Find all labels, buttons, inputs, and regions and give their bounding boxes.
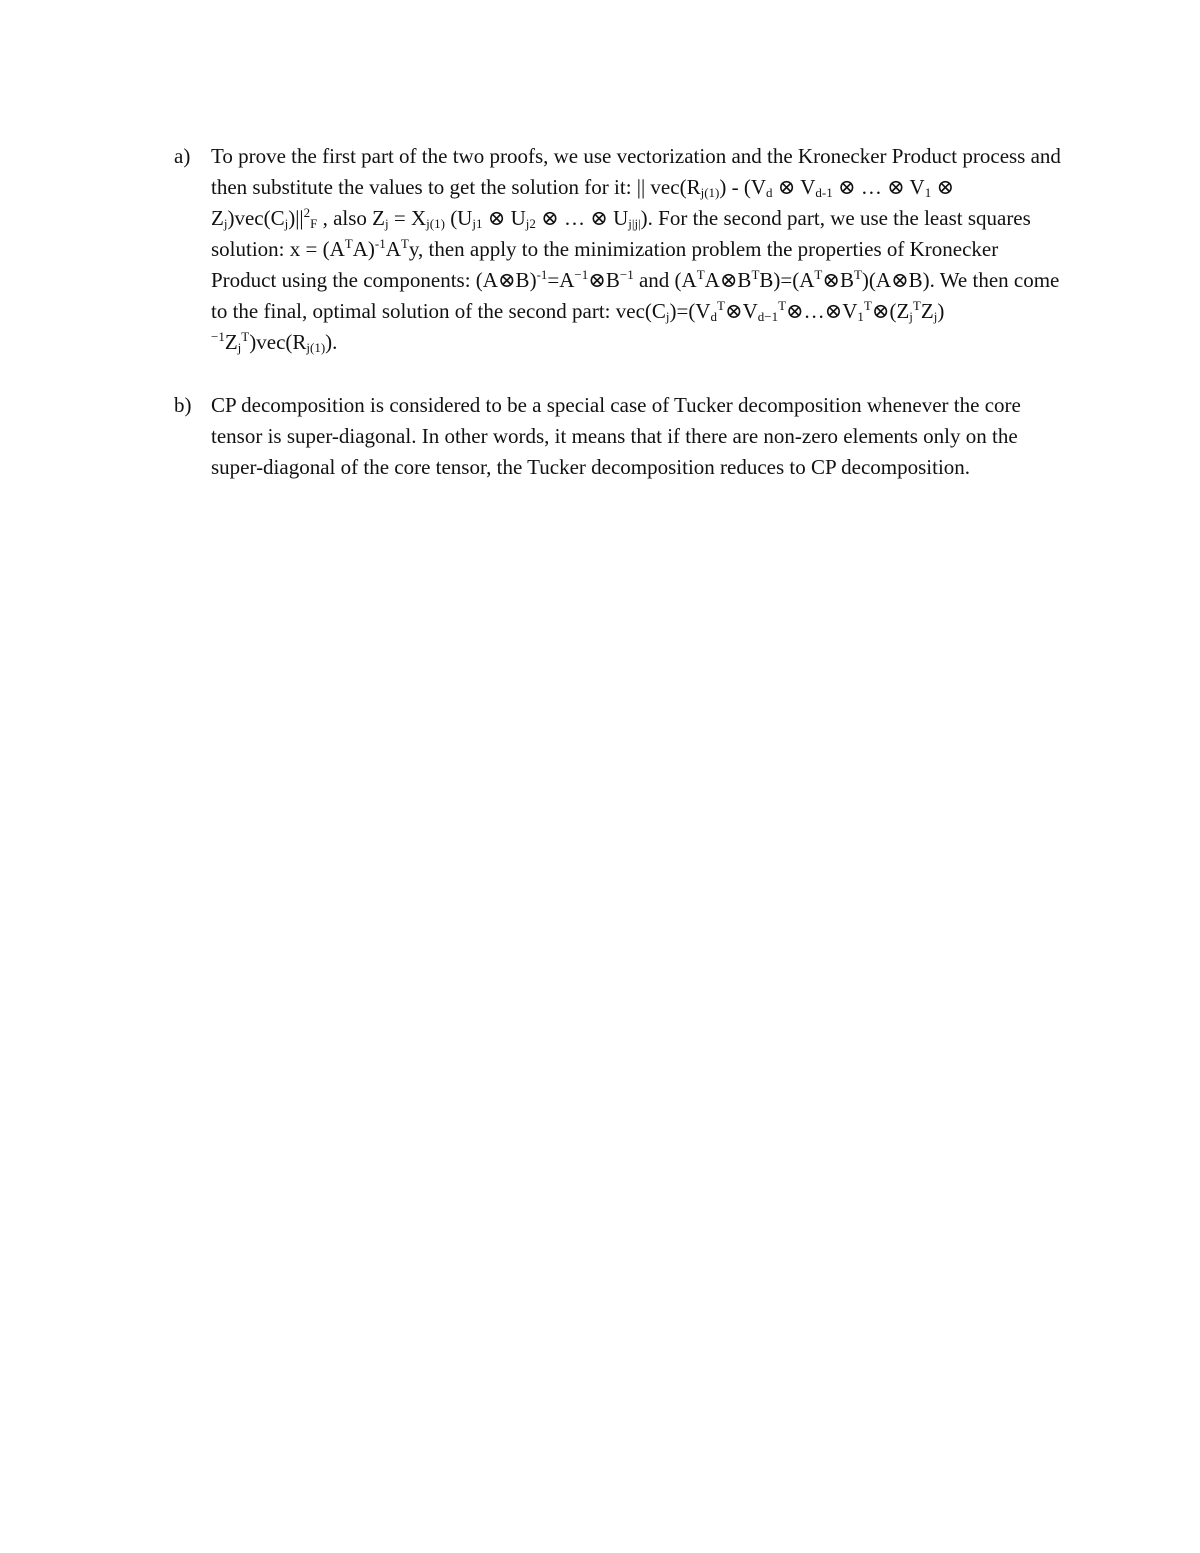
superscript: T [241, 329, 250, 344]
list-marker-b: b) [174, 393, 192, 417]
list-marker-a: a) [174, 144, 191, 168]
text-run: ⊗(Z [871, 299, 910, 323]
subscript: j(1) [426, 216, 445, 231]
text-run: ⊗ Z [211, 175, 955, 230]
paragraph-cp-decomposition [211, 390, 1064, 483]
superscript: −1 [574, 267, 589, 282]
text-run: ⊗B [588, 268, 620, 292]
superscript: T [717, 298, 725, 313]
superscript: −1 [619, 267, 634, 282]
text-run: )=(V [669, 299, 711, 323]
subscript: j [385, 216, 389, 231]
text-run: ⊗ V [772, 175, 816, 199]
text-run: =A [547, 268, 575, 292]
text-run: y, then apply to the minimization problem the properties of Kronecker Product using the components: (A⊗B) [211, 237, 999, 292]
subscript: j1 [472, 216, 483, 231]
text-run: B)=(A [759, 268, 815, 292]
superscript: T [696, 267, 705, 282]
subscript: d [710, 309, 718, 324]
text-run: (U [444, 206, 473, 230]
text-run: CP decomposition is considered to be a special case of Tucker decomposition whenever the core tensor is super-diagonal. In other words, it means that if there are non-zero elements only on the super-diagonal of the core tensor, the Tucker decomposition reduces to CP decomposition. [211, 393, 1021, 479]
subscript: d-1 [815, 185, 833, 200]
subscript: j [284, 216, 289, 231]
subscript: 1 [924, 185, 932, 200]
text-run: ⊗ … ⊗ U [535, 206, 629, 230]
text-run: A) [352, 237, 375, 261]
text-run: To prove the first part of the two proofs, we use vectorization and the Kronecker Product process and then substitute the values to get the solution for it: || vec(R [211, 144, 1061, 199]
text-run: Z [224, 330, 238, 354]
subscript: j|j| [628, 216, 641, 231]
text-run: ⊗B [822, 268, 854, 292]
subscript: j [909, 309, 913, 324]
subscript: j [933, 309, 938, 324]
superscript: T [863, 298, 872, 313]
text-run: ). [325, 330, 338, 354]
superscript: 2 [303, 205, 311, 220]
paragraph-kronecker-proof [211, 141, 1064, 358]
text-run: )|| [288, 206, 304, 230]
superscript: T [853, 267, 862, 282]
text-run: ⊗V [724, 299, 758, 323]
text-run: ). For the second part, we use the least squares solution: x = (A [211, 206, 1031, 261]
subscript: j [223, 216, 228, 231]
superscript: −1 [211, 329, 225, 344]
list-item-a [174, 141, 1064, 358]
text-run: = X [388, 206, 427, 230]
subscript: j2 [525, 216, 536, 231]
superscript: T [814, 267, 823, 282]
subscript: 1 [857, 309, 864, 324]
text-run: )(A⊗B). We then come to the final, optimal solution of the second part: vec(C [211, 268, 1060, 323]
text-run: ⊗ … ⊗ V [832, 175, 925, 199]
subscript: d−1 [757, 309, 779, 324]
text-run: ⊗…⊗V [786, 299, 858, 323]
subscript: j(1) [700, 185, 720, 200]
superscript: T [751, 267, 760, 282]
text-run: )vec(R [249, 330, 307, 354]
subscript: F [310, 216, 318, 231]
list-item-b [174, 390, 1064, 483]
text-run: A [385, 237, 401, 261]
text-run: ) - (V [719, 175, 767, 199]
text-run: Z [920, 299, 934, 323]
subscript: j [665, 309, 670, 324]
text-run: A⊗B [704, 268, 752, 292]
subscript: j [237, 340, 242, 355]
text-run: ⊗ U [482, 206, 526, 230]
text-run: )vec(C [227, 206, 285, 230]
text-run: , also Z [317, 206, 386, 230]
superscript: -1 [536, 267, 548, 282]
text-run: and (A [633, 268, 697, 292]
superscript: T [778, 298, 787, 313]
text-run: ) [937, 299, 945, 323]
subscript: j(1) [306, 340, 326, 355]
superscript: T [912, 298, 921, 313]
subscript: d [766, 185, 773, 200]
superscript: T [344, 236, 353, 251]
superscript: -1 [374, 236, 386, 251]
superscript: T [400, 236, 409, 251]
